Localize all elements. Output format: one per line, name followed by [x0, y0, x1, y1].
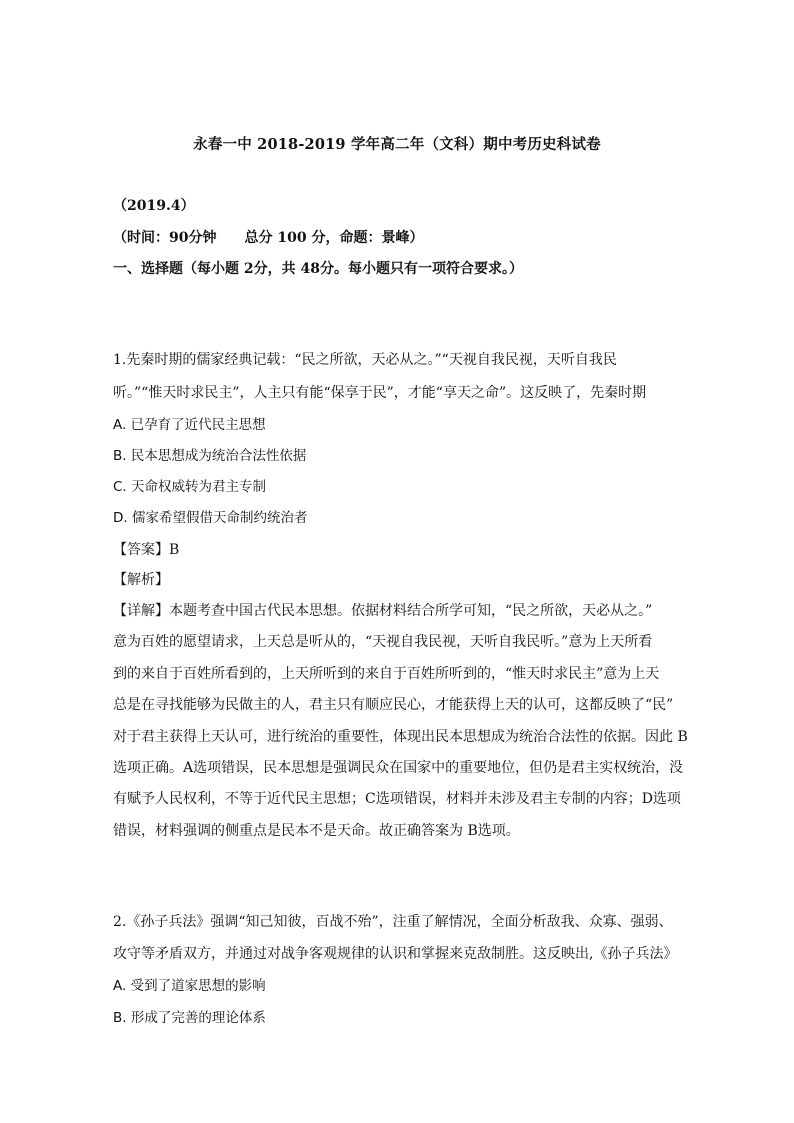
exam-title: 永春一中 2018-2019 学年高二年（文科）期中考历史科试卷 [193, 136, 601, 153]
section-heading: 一、选择题（每小题 2分，共 48分。每小题只有一项符合要求。） [113, 261, 523, 277]
q2-stem-line-2: 攻守等矛盾双方，并通过对战争客观规律的认识和掌握来克敌制胜。这反映出,《孙子兵法》 [113, 946, 678, 962]
q1-answer: 【答案】B [113, 542, 180, 558]
q1-detail-line: 意为百姓的愿望请求，上天总是听从的，“天视自我民视，天听自我民听。”意为上天所看 [113, 634, 653, 650]
q1-analysis-label: 【解析】 [113, 572, 169, 588]
q1-detail-line: 到的来自于百姓所看到的，上天所听到的来自于百姓所听到的，“惟天时求民主”意为上天 [113, 666, 660, 682]
q1-detail-line: 总是在寻找能够为民做主的人，君主只有顺应民心，才能获得上天的认可，这都反映了“民” [113, 697, 674, 713]
q1-detail-line: 【详解】本题考查中国古代民本思想。依据材料结合所学可知，“民之所欲，天必从之。” [113, 603, 653, 619]
q1-option-a: A. 已孕育了近代民主思想 [113, 417, 266, 433]
exam-info: （时间：90分钟 总分 100 分，命题：景峰） [113, 230, 424, 246]
q1-detail-line: 选项正确。A选项错误，民本思想是强调民众在国家中的重要地位，但仍是君主实权统治，没 [113, 760, 684, 776]
q1-option-c: C. 天命权威转为君主专制 [113, 479, 267, 495]
q1-stem-line-1: 1.先秦时期的儒家经典记载：“民之所欲，天必从之。”“天视自我民视，天听自我民 [113, 352, 617, 368]
exam-date: （2019.4） [113, 198, 195, 214]
q1-option-b: B. 民本思想成为统治合法性依据 [113, 448, 307, 464]
q2-option-b: B. 形成了完善的理论体系 [113, 1010, 266, 1026]
q1-option-d: D. 儒家希望假借天命制约统治者 [113, 510, 308, 526]
q1-detail-line: 有赋予人民权利，不等于近代民主思想；C选项错误，材料并未涉及君主专制的内容；D选项 [113, 791, 681, 807]
q2-stem-line-1: 2.《孙子兵法》强调“知己知彼，百战不殆”，注重了解情况，全面分析敌我、众寡、强弱、 [113, 914, 673, 930]
q2-option-a: A. 受到了道家思想的影响 [113, 978, 266, 994]
q1-stem-line-2: 听。”“惟天时求民主”，人主只有能“保享于民”，才能“享天之命”。这反映了，先秦时期 [113, 385, 647, 401]
q1-detail-line: 对于君主获得上天认可，进行统治的重要性，体现出民本思想成为统治合法性的依据。因此 B [113, 729, 688, 745]
q1-detail-line: 错误，材料强调的侧重点是民本不是天命。故正确答案为 B选项。 [113, 823, 520, 839]
